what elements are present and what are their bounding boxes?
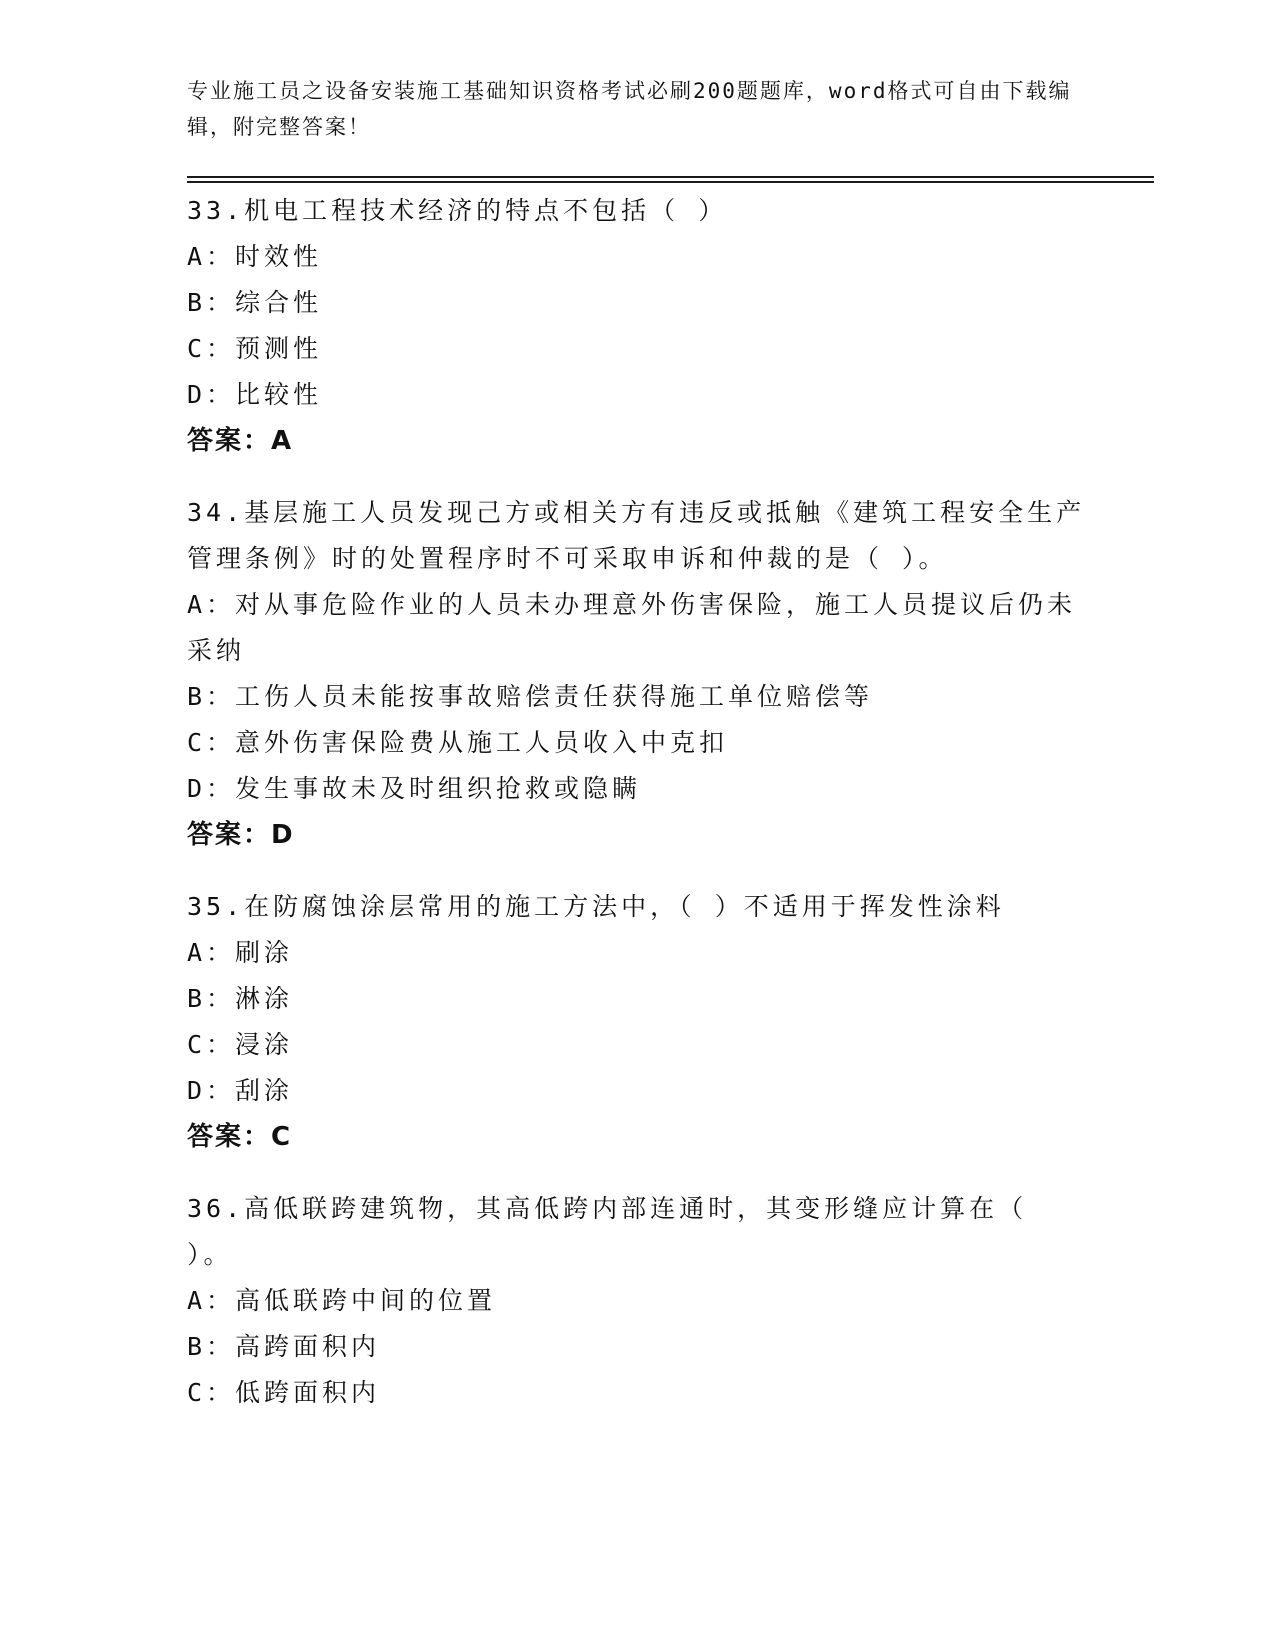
question-35 [187,884,1087,1160]
document-header: 专业施工员之设备安装施工基础知识资格考试必刷200题题库，word格式可自由下载编辑，附完整答案！ [187,79,1072,139]
question-34 [187,490,1087,858]
answer: 答案：A [187,426,294,456]
option-b: B：工伤人员未能按事故赔偿责任获得施工单位赔偿等 [187,682,874,711]
option-a: A：对从事危险作业的人员未办理意外伤害保险，施工人员提议后仍未采纳 [187,590,1077,665]
answer: 答案：C [187,1122,293,1152]
question-list [187,188,1087,1442]
question-stem: 34.基层施工人员发现己方或相关方有违反或抵触《建筑工程安全生产管理条例》时的处置程序时不可采取申诉和仲裁的是（ ）。 [187,498,1086,573]
question-33 [187,188,1087,464]
question-stem: 36.高低联跨建筑物，其高低跨内部连通时，其变形缝应计算在（ ）。 [187,1194,1028,1269]
option-b: B：淋涂 [187,984,294,1013]
option-d: D：发生事故未及时组织抢救或隐瞒 [187,774,642,803]
question-stem: 35.在防腐蚀涂层常用的施工方法中，（ ）不适用于挥发性涂料 [187,892,1005,921]
answer: 答案：D [187,820,295,850]
question-36 [187,1186,1087,1416]
header-divider-bottom [187,181,1154,183]
option-c: C：预测性 [187,334,323,363]
option-b: B：高跨面积内 [187,1332,381,1361]
option-d: D：比较性 [187,380,323,409]
header-divider-top [187,176,1154,178]
option-a: A：时效性 [187,242,323,271]
option-c: C：浸涂 [187,1030,294,1059]
option-b: B：综合性 [187,288,323,317]
option-c: C：低跨面积内 [187,1378,381,1407]
option-d: D：刮涂 [187,1076,294,1105]
option-a: A：高低联跨中间的位置 [187,1286,497,1315]
option-a: A：刷涂 [187,938,294,967]
question-stem: 33.机电工程技术经济的特点不包括（ ） [187,196,728,225]
option-c: C：意外伤害保险费从施工人员收入中克扣 [187,728,729,757]
